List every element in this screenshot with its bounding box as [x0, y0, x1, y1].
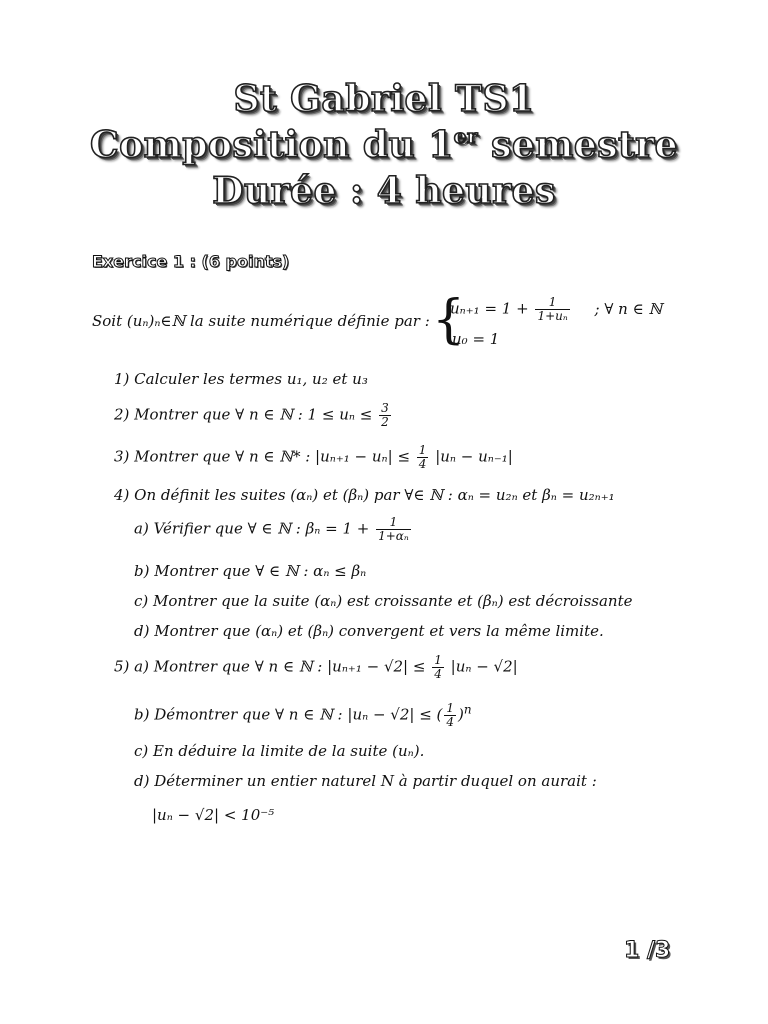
header-exam-title [0, 124, 768, 166]
question-3-right: |uₙ − uₙ₋₁| [435, 447, 513, 466]
question-4: 4) On définit les suites (αₙ) et (βₙ) par ∀∈ ℕ : αₙ = u₂ₙ et βₙ = u₂ₙ₊₁ [114, 486, 615, 504]
question-5a-text: 5) a) Montrer que ∀ n ∈ ℕ : |uₙ₊₁ − √2| ≤ [114, 657, 426, 676]
question-5d-inequality: |uₙ − √2| < 10⁻⁵ [152, 806, 275, 824]
question-5a-fraction [432, 654, 444, 681]
fraction-denominator: 4 [418, 457, 427, 471]
fraction-denominator: 1+αₙ [378, 529, 409, 543]
system-line-1-right: ; ∀ n ∈ ℕ [594, 299, 663, 318]
header-school: St Gabriel TS1 [233, 78, 535, 120]
question-4a-fraction [376, 516, 411, 543]
header-exam-title-main: Composition du 1 [89, 124, 454, 166]
header-duration: Durée : 4 heures [212, 170, 556, 212]
question-5a [114, 654, 518, 681]
system-line-1 [450, 296, 662, 323]
question-4d: d) Montrer que (αₙ) et (βₙ) convergent et vers la même limite. [134, 622, 604, 640]
question-5d: d) Déterminer un entier naturel N à partir duquel on aurait : [134, 772, 597, 790]
exercise-title: Exercice 1 : (6 points) [92, 252, 290, 271]
question-5b-text: b) Démontrer que ∀ n ∈ ℕ : |uₙ − √2| ≤ ( [134, 705, 443, 724]
question-5b-fraction [444, 702, 456, 729]
fraction-numerator: 1 [535, 296, 569, 310]
question-2 [114, 402, 393, 429]
question-5b-close: ) [458, 705, 464, 724]
fraction-denominator: 2 [381, 415, 389, 429]
question-4b: b) Montrer que ∀ ∈ ℕ : αₙ ≤ βₙ [134, 562, 367, 580]
question-5a-right: |uₙ − √2| [450, 657, 518, 676]
question-5b-exponent: n [463, 702, 472, 717]
question-2-fraction [379, 402, 391, 429]
system-line-2: u₀ = 1 [452, 330, 500, 348]
fraction-numerator: 3 [381, 401, 389, 415]
header-exam-title-rest: semestre [478, 124, 679, 166]
fraction-numerator: 1 [446, 701, 455, 715]
question-5b [134, 702, 472, 729]
question-3-fraction [417, 444, 429, 471]
fraction-numerator: 1 [434, 653, 442, 667]
question-2-text: 2) Montrer que ∀ n ∈ ℕ : 1 ≤ uₙ ≤ [114, 405, 373, 424]
exercise-intro: Soit (uₙ)ₙ∈ℕ la suite numérique définie par : [92, 312, 430, 330]
system-line-1-left: uₙ₊₁ = 1 + [450, 299, 529, 318]
question-5c: c) En déduire la limite de la suite (uₙ). [134, 742, 425, 760]
question-3 [114, 444, 513, 471]
system-brace: { [432, 290, 466, 350]
question-4a-text: a) Vérifier que ∀ ∈ ℕ : βₙ = 1 + [134, 519, 370, 538]
fraction-denominator: 4 [434, 667, 442, 681]
system-fraction [535, 296, 569, 323]
page-number: 1 /3 [624, 938, 671, 963]
fraction-denominator: 4 [446, 715, 455, 729]
fraction-numerator: 1 [418, 443, 427, 457]
header-exam-title-sup: er [453, 124, 479, 148]
fraction-denominator: 1+uₙ [537, 309, 568, 323]
fraction-numerator: 1 [376, 516, 411, 530]
question-1: 1) Calculer les termes u₁, u₂ et u₃ [114, 370, 368, 388]
question-4c: c) Montrer que la suite (αₙ) est croissante et (βₙ) est décroissante [134, 592, 633, 610]
question-4a [134, 516, 413, 543]
question-3-text: 3) Montrer que ∀ n ∈ ℕ* : |uₙ₊₁ − uₙ| ≤ [114, 447, 411, 466]
